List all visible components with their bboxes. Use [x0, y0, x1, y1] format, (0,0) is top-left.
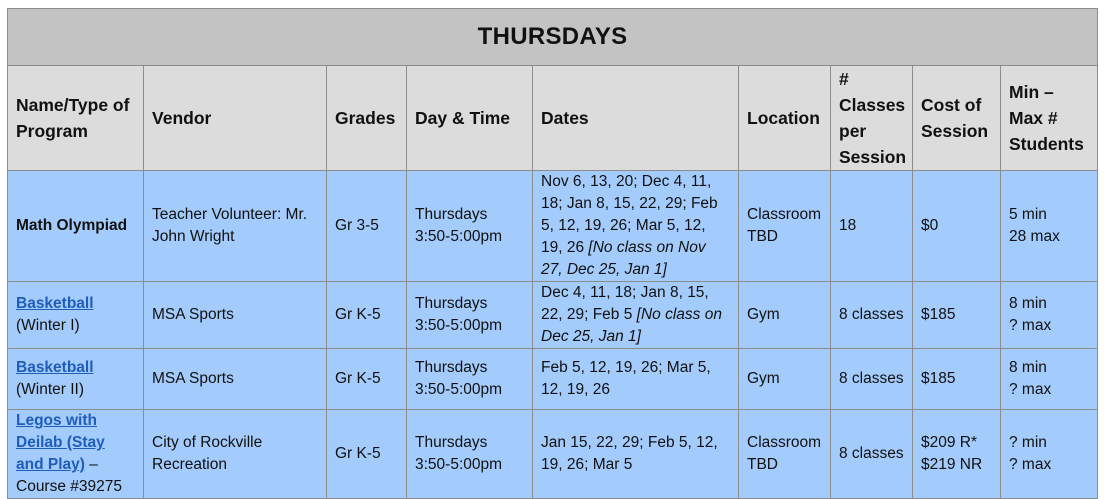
grades-cell: Gr K-5 [327, 349, 407, 410]
cost-text: $209 R* [921, 434, 978, 451]
grades-cell: Gr K-5 [327, 410, 407, 499]
day-time-cell [407, 171, 533, 282]
min-text: ? min [1009, 434, 1047, 451]
min-max-cell [1001, 282, 1098, 349]
header-grades: Grades [327, 66, 407, 171]
program-suffix: (Winter I) [16, 317, 80, 334]
program-link[interactable]: Basketball [16, 359, 94, 376]
cost-text: $185 [921, 306, 956, 323]
dates-cell [533, 171, 739, 282]
grades-cell: Gr K-5 [327, 282, 407, 349]
thursdays-schedule-table [7, 8, 1098, 499]
program-suffix: (Winter II) [16, 381, 85, 398]
day-text: Thursdays [415, 206, 488, 223]
grades-cell: Gr 3-5 [327, 171, 407, 282]
cost-text-nonresident: $219 NR [921, 456, 983, 473]
day-text: Thursdays [415, 434, 488, 451]
dates-cell [533, 410, 739, 499]
max-text: 28 max [1009, 228, 1060, 245]
program-name: Math Olympiad [16, 217, 128, 234]
day-text: Thursdays [415, 359, 488, 376]
vendor-cell: MSA Sports [144, 349, 327, 410]
min-max-cell [1001, 349, 1098, 410]
min-text: 5 min [1009, 206, 1047, 223]
dates-text: Jan 15, 22, 29; Feb 5, 12, 19, 26; Mar 5 [541, 434, 718, 473]
dates-text: Nov 6, 13, 20; Dec 4, 11, 18; Jan 8, 15, 22, 29; Feb 5, 12, 19, 26; Mar 5, 12, 19, 26 [541, 173, 718, 256]
location-cell: Gym [739, 349, 831, 410]
dates-cell [533, 282, 739, 349]
program-link[interactable]: Legos with Deilab (Stay and Play) [16, 412, 105, 473]
day-time-cell [407, 349, 533, 410]
min-text: 8 min [1009, 295, 1047, 312]
max-text: ? max [1009, 317, 1052, 334]
location-cell: Classroom TBD [739, 171, 831, 282]
min-max-cell [1001, 410, 1098, 499]
cost-cell [913, 410, 1001, 499]
program-suffix: – Course #39275 [16, 456, 122, 495]
location-cell: Gym [739, 282, 831, 349]
header-dates: Dates [533, 66, 739, 171]
classes-cell: 8 classes [831, 282, 913, 349]
header-classes-per-session: # Classes per Session [831, 66, 913, 171]
cost-cell [913, 349, 1001, 410]
header-cost: Cost of Session [913, 66, 1001, 171]
cost-text: $0 [921, 217, 939, 234]
vendor-cell: MSA Sports [144, 282, 327, 349]
title-row [8, 9, 1098, 66]
header-min-max: Min – Max # Students [1001, 66, 1098, 171]
cost-cell [913, 171, 1001, 282]
max-text: ? max [1009, 456, 1052, 473]
program-cell [8, 349, 144, 410]
time-text: 3:50-5:00pm [415, 456, 503, 473]
program-cell [8, 171, 144, 282]
classes-cell: 18 [831, 171, 913, 282]
time-text: 3:50-5:00pm [415, 228, 503, 245]
min-max-cell [1001, 171, 1098, 282]
dates-text: Feb 5, 12, 19, 26; Mar 5, 12, 19, 26 [541, 359, 711, 398]
header-program: Name/Type of Program [8, 66, 144, 171]
table-title: THURSDAYS [8, 9, 1098, 66]
header-location: Location [739, 66, 831, 171]
table-row [8, 282, 1098, 349]
day-time-cell [407, 410, 533, 499]
dates-text: Dec 4, 11, 18; Jan 8, 15, 22, 29; Feb 5 [541, 284, 709, 323]
table-row [8, 171, 1098, 282]
location-cell: Classroom TBD [739, 410, 831, 499]
cost-cell [913, 282, 1001, 349]
table-row [8, 349, 1098, 410]
program-cell [8, 410, 144, 499]
vendor-cell: Teacher Volunteer: Mr. John Wright [144, 171, 327, 282]
classes-cell: 8 classes [831, 410, 913, 499]
dates-cell [533, 349, 739, 410]
day-text: Thursdays [415, 295, 488, 312]
classes-cell: 8 classes [831, 349, 913, 410]
dates-note: [No class on Nov 27, Dec 25, Jan 1] [541, 239, 706, 278]
table-row [8, 410, 1098, 499]
cost-text: $185 [921, 370, 956, 387]
program-link[interactable]: Basketball [16, 295, 94, 312]
dates-note: [No class on Dec 25, Jan 1] [541, 306, 722, 345]
header-day-time: Day & Time [407, 66, 533, 171]
max-text: ? max [1009, 381, 1052, 398]
time-text: 3:50-5:00pm [415, 381, 503, 398]
min-text: 8 min [1009, 359, 1047, 376]
time-text: 3:50-5:00pm [415, 317, 503, 334]
header-row [8, 66, 1098, 171]
header-vendor: Vendor [144, 66, 327, 171]
vendor-cell: City of Rockville Recreation [144, 410, 327, 499]
program-cell [8, 282, 144, 349]
day-time-cell [407, 282, 533, 349]
